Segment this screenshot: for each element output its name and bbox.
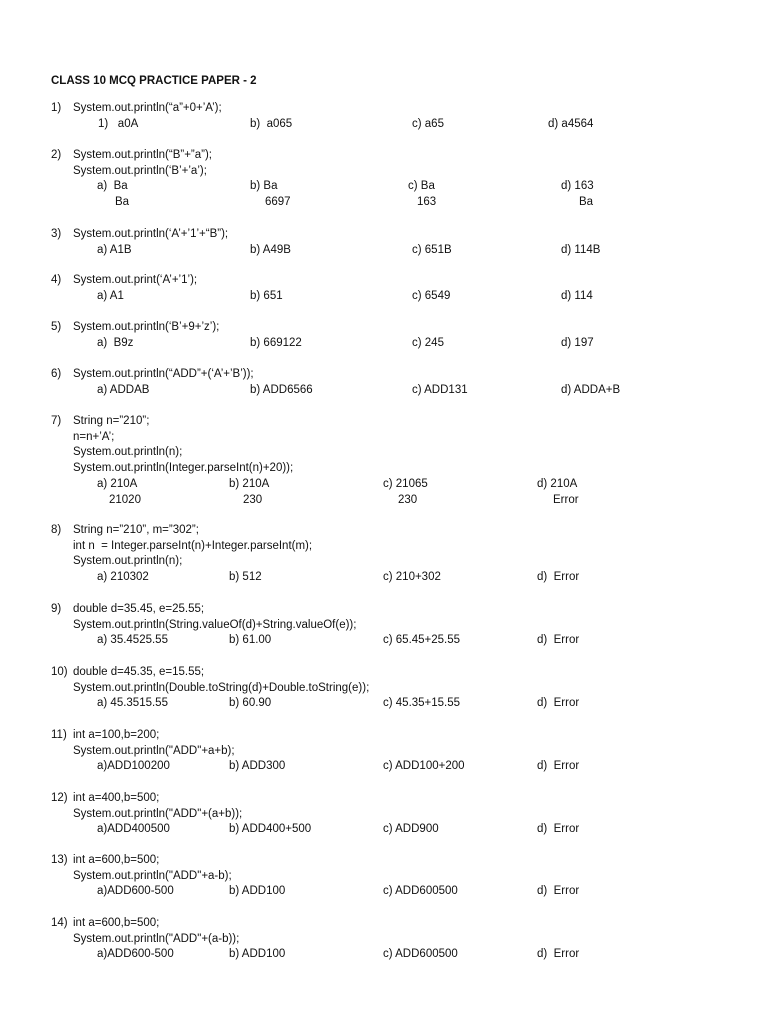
question-code-line: int a=400,b=500; <box>73 792 160 804</box>
answer-option: 230 <box>398 493 418 506</box>
question-code-line: System.out.println(n); <box>73 446 183 459</box>
question-code-line: int a=600,b=500; <box>73 854 160 866</box>
answer-option: b) 61.00 <box>229 634 272 647</box>
answer-option: c) 210+302 <box>383 571 441 584</box>
question-code-line: String n=”210”, m=”302”; <box>73 524 199 536</box>
answer-option: c) ADD600500 <box>383 948 458 961</box>
question-number: 5) <box>51 321 62 333</box>
answer-option: c) a65 <box>412 117 444 130</box>
answer-option: 21020 <box>109 493 141 506</box>
answer-option: a) Ba <box>97 180 128 193</box>
answer-option: c) ADD600500 <box>383 885 458 898</box>
question-code-line: System.out.println(‘B’+’a’); <box>73 164 207 177</box>
answer-option: a) A1B <box>97 243 132 256</box>
question-code-line: int a=100,b=200; <box>73 729 160 741</box>
question-number: 6) <box>51 368 62 380</box>
answer-option: b) 669122 <box>250 336 302 349</box>
question-number: 14) <box>51 917 68 929</box>
question-code-line: System.out.println("ADD"+a+b); <box>73 744 235 757</box>
answer-option: b) 210A <box>229 477 270 490</box>
answer-option: 163 <box>417 196 437 209</box>
answer-option: 230 <box>243 493 263 506</box>
answer-option: a)ADD600-500 <box>97 948 174 961</box>
answer-option: d) Error <box>537 760 580 773</box>
answer-option: d) Error <box>537 885 580 898</box>
answer-option: d) 210A <box>537 477 578 490</box>
answer-option: b) ADD6566 <box>250 383 313 396</box>
answer-option: a)ADD600-500 <box>97 885 174 898</box>
answer-option: c) 65.45+25.55 <box>383 634 461 647</box>
answer-option: c) ADD131 <box>412 383 468 396</box>
question-code-line: System.out.println(n); <box>73 555 183 568</box>
question-code-line: n=n+’A’; <box>73 430 115 443</box>
question-number: 10) <box>51 666 68 678</box>
answer-option: d) a4564 <box>548 117 594 130</box>
answer-option: Ba <box>579 196 594 209</box>
answer-option: c) 651B <box>412 243 452 256</box>
answer-option: b) 512 <box>229 571 262 584</box>
page-title: CLASS 10 MCQ PRACTICE PAPER - 2 <box>51 75 257 87</box>
question-code-line: System.out.println("ADD"+(a+b)); <box>73 807 243 820</box>
answer-option: Ba <box>115 196 130 209</box>
answer-option: a) A1 <box>97 289 124 302</box>
question-code-line: System.out.println(‘A’+’1’+“B”); <box>73 228 229 240</box>
question-number: 3) <box>51 228 62 240</box>
question-code-line: System.out.println("ADD"+a-b); <box>73 869 232 882</box>
answer-option: b) Ba <box>250 180 278 193</box>
answer-option: Error <box>553 493 579 506</box>
question-number: 4) <box>51 274 62 286</box>
answer-option: d) Error <box>537 948 580 961</box>
answer-option: b) ADD100 <box>229 948 286 961</box>
answer-option: c) ADD900 <box>383 823 439 836</box>
answer-option: d) 163 <box>561 180 594 193</box>
answer-option: b) 60.90 <box>229 697 272 710</box>
question-code-line: System.out.println(Double.toString(d)+Double.toString(e)); <box>73 681 370 694</box>
answer-option: b) ADD300 <box>229 760 286 773</box>
answer-option: b) ADD100 <box>229 885 286 898</box>
answer-option: d) Error <box>537 571 580 584</box>
answer-option: a) 210302 <box>97 571 149 584</box>
question-code-line: System.out.println(String.valueOf(d)+String.valueOf(e)); <box>73 618 357 631</box>
answer-option: a) 45.3515.55 <box>97 697 168 710</box>
answer-option: 6697 <box>265 196 291 209</box>
question-code-line: System.out.println(“B”+”a”); <box>73 149 212 161</box>
answer-option: a)ADD400500 <box>97 823 170 836</box>
answer-option: b) 651 <box>250 289 283 302</box>
answer-option: a) B9z <box>97 336 134 349</box>
answer-option: d) 197 <box>561 336 594 349</box>
question-number: 11) <box>51 729 67 741</box>
question-code-line: int a=600,b=500; <box>73 917 160 929</box>
question-number: 2) <box>51 149 62 161</box>
answer-option: b) a065 <box>250 117 293 130</box>
question-code-line: System.out.println(“a”+0+’A’); <box>73 102 222 114</box>
question-number: 12) <box>51 792 68 804</box>
answer-option: d) Error <box>537 697 580 710</box>
question-code-line: double d=45.35, e=15.55; <box>73 666 205 678</box>
question-code-line: int n = Integer.parseInt(n)+Integer.parseInt(m); <box>73 539 313 552</box>
answer-option: c) 6549 <box>412 289 451 302</box>
answer-option: d) 114 <box>561 289 593 302</box>
question-number: 9) <box>51 603 62 615</box>
answer-option: c) 21065 <box>383 477 428 490</box>
question-code-line: double d=35.45, e=25.55; <box>73 603 205 615</box>
answer-option: a)ADD100200 <box>97 760 170 773</box>
question-number: 7) <box>51 415 62 427</box>
answer-option: c) ADD100+200 <box>383 760 465 773</box>
question-number: 1) <box>51 102 62 114</box>
answer-option: d) ADDA+B <box>561 383 621 396</box>
answer-option: a) ADDAB <box>97 383 150 396</box>
answer-option: b) ADD400+500 <box>229 823 312 836</box>
answer-option: d) Error <box>537 823 580 836</box>
answer-option: d) 114B <box>561 243 601 256</box>
answer-option: c) 245 <box>412 336 444 349</box>
question-code-line: String n=”210”; <box>73 415 150 427</box>
answer-option: d) Error <box>537 634 580 647</box>
question-number: 13) <box>51 854 68 866</box>
question-code-line: System.out.println(‘B’+9+’z’); <box>73 321 220 333</box>
answer-option: a) 35.4525.55 <box>97 634 168 647</box>
question-number: 8) <box>51 524 62 536</box>
question-code-line: System.out.print(‘A’+’1’); <box>73 274 198 286</box>
answer-option: a) 210A <box>97 477 138 490</box>
answer-option: b) A49B <box>250 243 291 256</box>
question-code-line: System.out.println(Integer.parseInt(n)+20)); <box>73 462 294 475</box>
answer-option: c) 45.35+15.55 <box>383 697 461 710</box>
answer-option: 1) a0A <box>98 117 139 130</box>
answer-option: c) Ba <box>408 180 435 193</box>
question-code-line: System.out.println(“ADD”+(‘A’+’B’)); <box>73 368 254 380</box>
question-code-line: System.out.println("ADD"+(a-b)); <box>73 932 240 945</box>
